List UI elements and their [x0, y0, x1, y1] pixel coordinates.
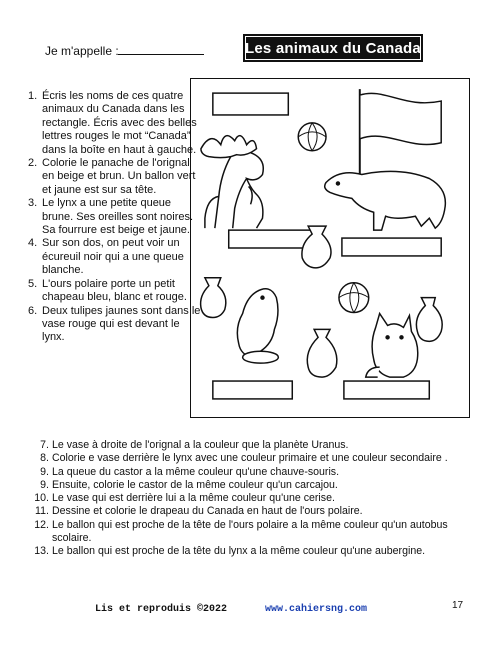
name-label: Je m'appelle : [45, 44, 119, 58]
list-item [30, 466, 470, 479]
vase-icon [307, 329, 337, 377]
list-item [28, 197, 203, 237]
list-item [28, 237, 203, 277]
footer-copyright: Lis et reproduis ©2022 [95, 604, 228, 615]
list-item [30, 519, 470, 546]
item-text: Le lynx a une petite queue brune. Ses oreilles sont noires. Sa fourrure est beige et jaune. [42, 197, 194, 237]
item-number: 13. [34, 545, 49, 558]
list-item [28, 278, 203, 305]
page-number: 17 [452, 600, 464, 611]
item-text: La queue du castor a la même couleur qu'une chauve-souris. [52, 465, 340, 478]
item-number: 8. [40, 452, 49, 465]
item-text: Écris les noms de ces quatre animaux du Canada dans les rectangle. Écris avec des belles lettres rouges le mot “Canada” dans la boîte en haut à gauche. [42, 90, 197, 156]
list-item [30, 452, 470, 465]
list-item [30, 545, 470, 558]
item-number: 12. [34, 518, 49, 531]
moose-icon [201, 136, 263, 228]
page-title: Les animaux du Canada [243, 34, 423, 62]
canada-label-box[interactable] [213, 93, 288, 115]
item-text: Sur son dos, on peut voir un écureuil noir qui a une queue blanche. [42, 237, 184, 277]
moose-label-box[interactable] [229, 230, 312, 248]
beaver-label-box[interactable] [213, 381, 292, 399]
polar-bear-icon [325, 171, 446, 230]
item-text: Deux tulipes jaunes sont dans le vase rouge qui est devant le lynx. [42, 304, 201, 344]
item-number: 10. [34, 492, 49, 505]
item-text: Ensuite, colorie le castor de la même couleur qu'un carcajou. [52, 478, 338, 491]
list-item [28, 305, 203, 345]
item-text: Le ballon qui est proche de la tête du lynx a la même couleur qu'une aubergine. [52, 545, 426, 558]
item-text: Colorie e vase derrière le lynx avec une couleur primaire et une couleur secondaire . [52, 452, 448, 465]
vase-icon [201, 278, 226, 318]
beaver-icon [237, 289, 278, 363]
item-text: Le ballon qui est proche de la tête de l'ours polaire a la même couleur qu'un autobus scolaire. [52, 518, 448, 545]
list-item [28, 157, 203, 197]
item-number: 6. [28, 304, 38, 317]
item-number: 5. [28, 277, 38, 290]
item-number: 3. [28, 197, 38, 210]
flag-icon [360, 89, 441, 178]
list-item [30, 492, 470, 505]
lynx-icon [366, 314, 418, 378]
list-item [30, 479, 470, 492]
item-number: 4. [28, 237, 38, 250]
list-item [28, 90, 203, 157]
item-number: 2. [28, 157, 38, 170]
instructions-bottom-list [30, 439, 470, 559]
item-number: 1. [28, 90, 38, 102]
vase-icon [416, 298, 442, 342]
ball-icon [298, 123, 326, 151]
ball-icon [339, 283, 369, 313]
list-item [30, 439, 470, 452]
instructions-left-list [28, 90, 203, 345]
item-text: L'ours polaire porte un petit chapeau bleu, blanc et rouge. [42, 277, 187, 304]
item-text: Le vase à droite de l'orignal a la couleur que la planète Uranus. [52, 439, 349, 451]
footer-url-link[interactable]: www.cahiersng.com [265, 604, 368, 615]
name-blank-line[interactable] [118, 54, 204, 55]
lynx-label-box[interactable] [344, 381, 429, 399]
item-text: Le vase qui est derrière lui a la même couleur qu'une cerise. [52, 492, 335, 505]
animals-illustration [190, 78, 470, 418]
item-number: 9. [40, 465, 49, 478]
item-number: 9. [40, 478, 49, 491]
item-text: Dessine et colorie le drapeau du Canada en haut de l'ours polaire. [52, 505, 363, 518]
list-item [30, 505, 470, 518]
item-number: 11. [35, 505, 49, 518]
item-text: Colorie le panache de l'orignal en beige et brun. Un ballon vert et jaune est sur sa tête. [42, 157, 196, 196]
polar-bear-label-box[interactable] [342, 238, 441, 256]
item-number: 7. [40, 439, 49, 451]
